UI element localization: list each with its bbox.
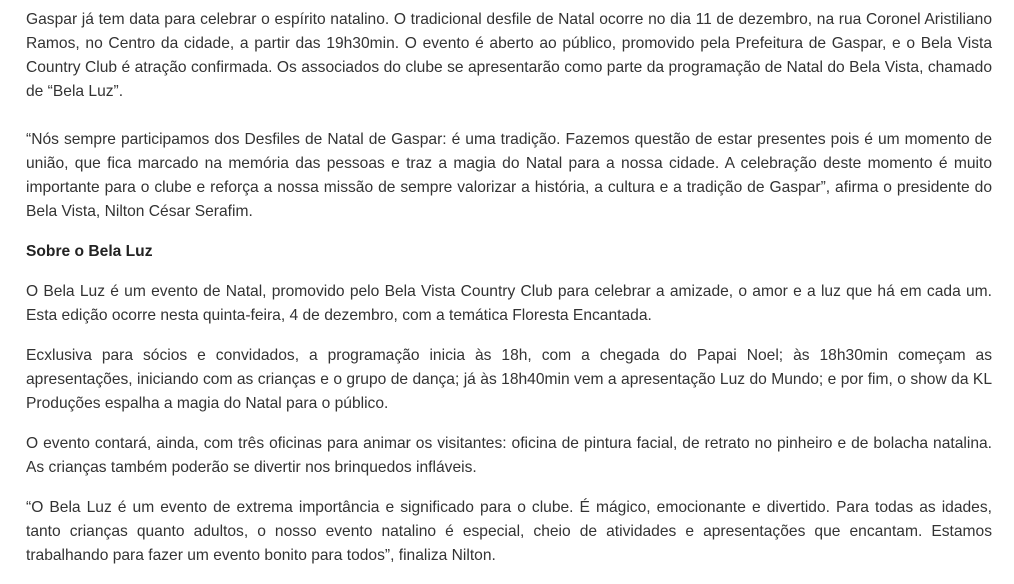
section-paragraph-schedule: Ecxlusiva para sócios e convidados, a programação inicia às 18h, com a chegada do Papai Noel; às 18h30min começam as apresentações, iniciando com as crianças e o grupo de dança; já às 18h40min vem a apresentação Luz do Mundo; e por fim, o show da KL Produções espalha a magia do Natal para o público. <box>26 347 992 412</box>
article-paragraph-intro: Gaspar já tem data para celebrar o espírito natalino. O tradicional desfile de Natal ocorre no dia 11 de dezembro, na rua Coronel Aristiliano Ramos, no Centro da cidade, a partir das 19h30min. O evento é aberto ao público, promovido pela Prefeitura de Gaspar, e o Bela Vista Country Club é atração confirmada. Os associados do clube se apresentarão como parte da programação de Natal do Bela Vista, chamado de “Bela Luz”. <box>26 11 992 100</box>
article-paragraph-quote: “Nós sempre participamos dos Desfiles de Natal de Gaspar: é uma tradição. Fazemos questão de estar presentes pois é um momento de união, que fica marcado na memória das pessoas e traz a magia do Natal para a nossa cidade. A celebração deste momento é muito importante para o clube e reforça a nossa missão de sempre valorizar a história, a cultura e a tradição de Gaspar”, afirma o presidente do Bela Vista, Nilton César Serafim. <box>26 131 992 220</box>
article-body <box>26 8 992 568</box>
section-paragraph-closing-quote: “O Bela Luz é um evento de extrema importância e significado para o clube. É mágico, emocionante e divertido. Para todas as idades, tanto crianças quanto adultos, o nosso evento natalino é especial, cheio de atividades e apresentações que encantam. Estamos trabalhando para fazer um evento bonito para todos”, finaliza Nilton. <box>26 499 992 564</box>
section-paragraph-event: O Bela Luz é um evento de Natal, promovido pelo Bela Vista Country Club para celebrar a amizade, o amor e a luz que há em cada um. Esta edição ocorre nesta quinta-feira, 4 de dezembro, com a temática Floresta Encantada. <box>26 283 992 324</box>
section-heading: Sobre o Bela Luz <box>26 243 153 260</box>
section-paragraph-workshops: O evento contará, ainda, com três oficinas para animar os visitantes: oficina de pintura facial, de retrato no pinheiro e de bolacha natalina. As crianças também poderão se divertir nos brinquedos infláveis. <box>26 435 992 476</box>
